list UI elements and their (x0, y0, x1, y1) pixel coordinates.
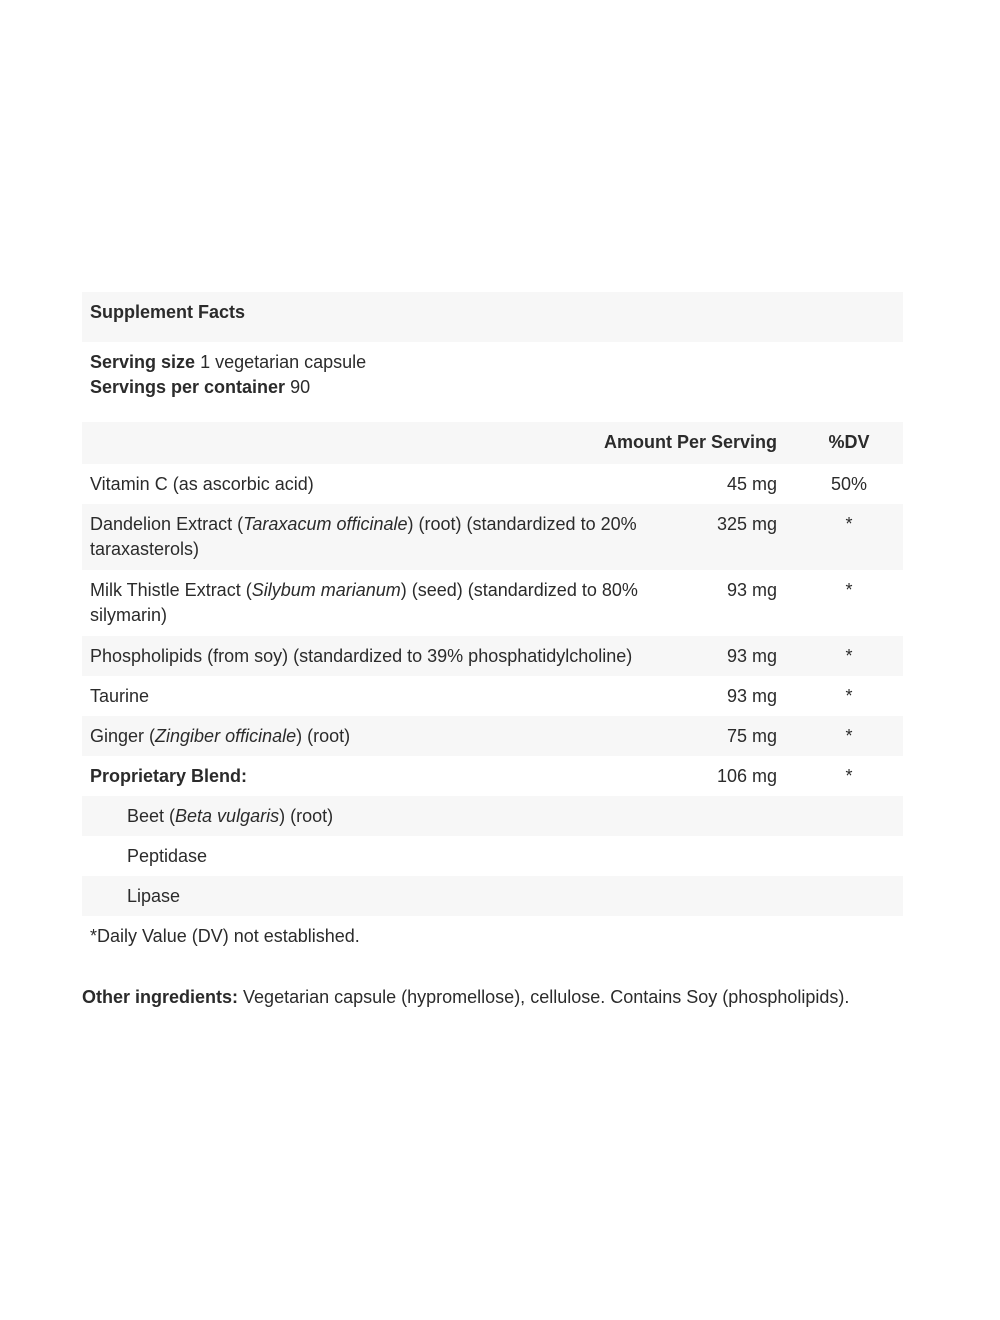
ingredient-latin-name: Taraxacum officinale (243, 514, 408, 534)
table-row (82, 464, 903, 504)
supplement-facts-panel (82, 292, 903, 949)
blend-item-text: Lipase (127, 886, 181, 906)
blend-item-row (82, 836, 903, 876)
table-row (82, 504, 903, 570)
ingredient-name-text: Dandelion Extract ( (90, 514, 244, 534)
ingredient-name-suffix: ) (root) (standardized to 20% taraxasterols) (90, 514, 637, 559)
other-ingredients-text: Vegetarian capsule (hypromellose), cellulose. Contains Soy (phospholipids). (243, 987, 850, 1007)
blend-item-row (82, 796, 903, 836)
ingredient-amount: 325 mg (716, 514, 777, 534)
table-row (82, 716, 903, 756)
servings-per-container-line (90, 375, 895, 400)
blend-item-text: Peptidase (127, 846, 208, 866)
table-row (82, 570, 903, 636)
ingredient-amount: 75 mg (726, 726, 777, 746)
table-row (82, 756, 903, 796)
servings-per-container-value: 90 (290, 377, 311, 397)
blend-item-suffix: ) (root) (279, 806, 334, 826)
ingredient-name-text: Phospholipids (from soy) (standardized to 39% phosphatidylcholine) (90, 646, 633, 666)
ingredient-amount: 45 mg (726, 474, 777, 494)
other-ingredients-label: Other ingredients: (82, 987, 239, 1007)
blend-item-text: Beet ( (127, 806, 176, 826)
blend-item-row (82, 876, 903, 916)
ingredient-name-text: Ginger ( (90, 726, 156, 746)
proprietary-blend-label: Proprietary Blend: (90, 766, 248, 786)
ingredient-latin-name: Silybum marianum (251, 580, 401, 600)
ingredient-dv: * (845, 646, 853, 666)
ingredient-name (90, 644, 652, 668)
ingredient-dv: * (845, 766, 853, 786)
blend-item-name (90, 804, 652, 828)
serving-info (82, 342, 903, 422)
ingredient-name (90, 512, 652, 562)
ingredient-amount: 93 mg (726, 646, 777, 666)
ingredient-name (90, 578, 652, 628)
other-ingredients (82, 985, 942, 1010)
supplement-facts-title: Supplement Facts (82, 292, 903, 342)
ingredient-name-suffix: ) (seed) (standardized to 80% silymarin) (90, 580, 638, 625)
ingredient-amount: 93 mg (726, 580, 777, 600)
ingredient-name-text: Taurine (90, 686, 150, 706)
ingredient-amount: 106 mg (716, 766, 777, 786)
ingredient-latin-name: Zingiber officinale (155, 726, 297, 746)
ingredient-dv: * (845, 514, 853, 534)
ingredient-name (90, 724, 652, 748)
ingredient-name (90, 684, 652, 708)
table-header-row (82, 422, 903, 464)
header-amount: Amount Per Serving (603, 432, 777, 452)
blend-item-name (90, 884, 652, 908)
ingredient-dv: 50% (830, 474, 868, 494)
dv-footnote: *Daily Value (DV) not established. (90, 926, 360, 946)
table-row (82, 676, 903, 716)
servings-per-container-label: Servings per container (90, 377, 286, 397)
ingredient-name-suffix: ) (root) (296, 726, 351, 746)
ingredient-name (90, 764, 652, 788)
serving-size-value: 1 vegetarian capsule (200, 352, 367, 372)
serving-size-line (90, 350, 895, 375)
ingredient-name-text: Milk Thistle Extract ( (90, 580, 252, 600)
blend-item-latin-name: Beta vulgaris (175, 806, 280, 826)
header-dv: %DV (828, 432, 870, 452)
header-name-cell (90, 430, 602, 456)
serving-size-label: Serving size (90, 352, 196, 372)
ingredient-name-text: Vitamin C (as ascorbic acid) (90, 474, 314, 494)
ingredient-amount: 93 mg (726, 686, 777, 706)
ingredient-dv: * (845, 580, 853, 600)
ingredient-dv: * (845, 726, 853, 746)
blend-item-name (90, 844, 652, 868)
table-row (82, 636, 903, 676)
ingredient-dv: * (845, 686, 853, 706)
ingredient-name (90, 472, 652, 496)
